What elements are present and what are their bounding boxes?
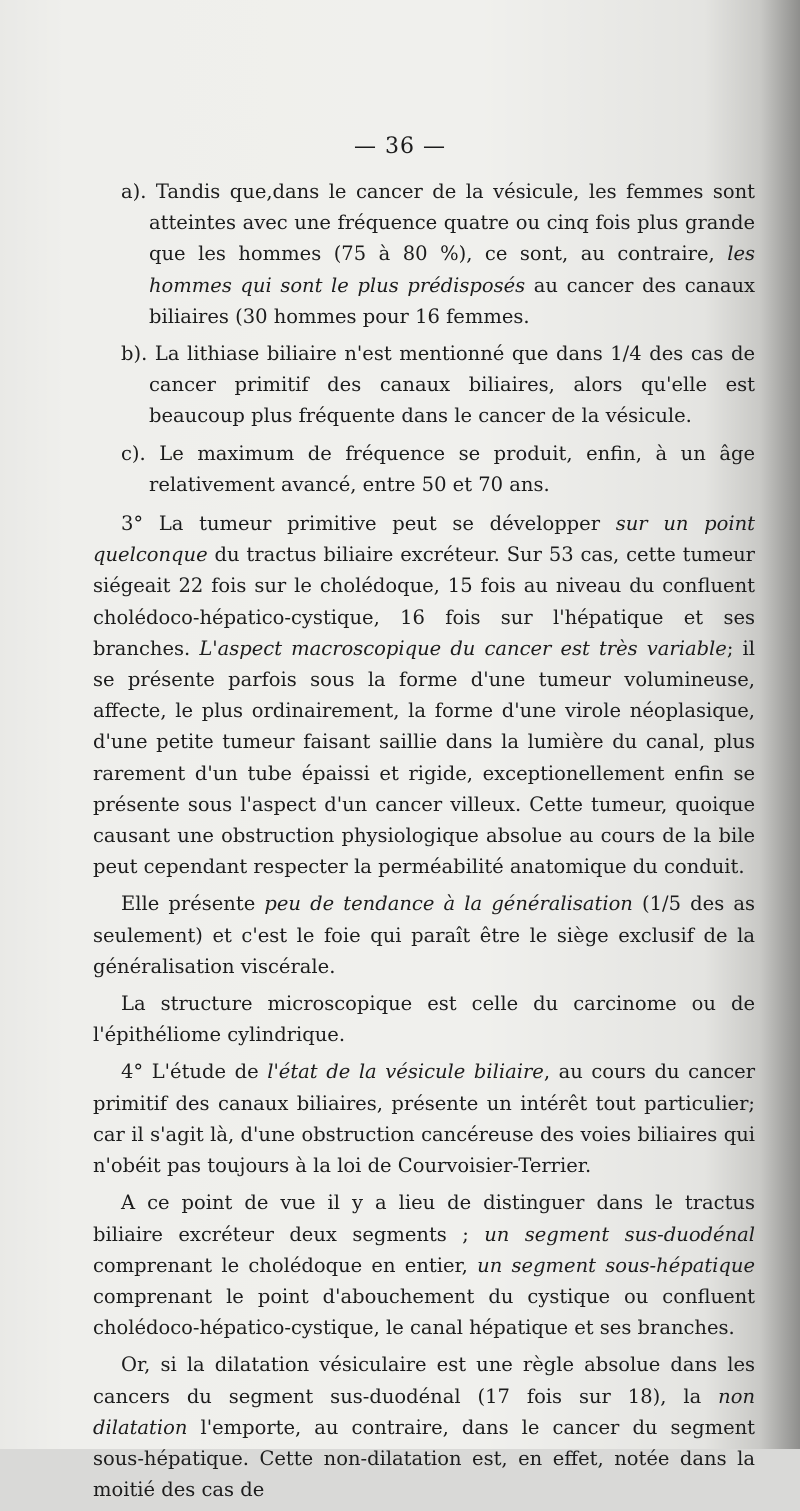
paragraph-structure: La structure microscopique est celle du carcinome ou de l'épithéliome cylindrique. bbox=[93, 992, 755, 1047]
paragraph-c: c). Le maximum de fréquence se produit, enfin, à un âge relativement avancé, entre 50 et 70 ans. bbox=[121, 441, 755, 496]
paragraph-3: 3° La tumeur primitive peut se développer sur un point quelconque du tractus biliaire excréteur. Sur 53 cas, cette tumeur siégeait 22 fois sur le cholédoque, 15 fois au niveau du confluent cholédoco-hépatico-cystique, 16 fois sur l'hépatique et ses branches. L'aspect macroscopique du cancer est très variable; il se présente parfois sous la forme d'une tumeur volumineuse, affecte, le plus ordinairement, la forme d'une virole néoplasique, d'une petite tumeur faisant saillie dans la lumière du canal, plus rarement d'un tube épaissi et rigide, exceptionellement enfin se présente sous l'aspect d'un cancer villeux. Cette tumeur, quoique causant une obstruction physiologique absolue au cours de la bile peut cependant respecter la perméabilité anatomique du conduit. bbox=[93, 512, 756, 879]
paragraph-elle: Elle présente peu de tendance à la généralisation (1/5 des as seulement) et c'est le foie qui paraît être le siège exclusif de la généralisation viscérale. bbox=[93, 892, 755, 978]
paragraph-ce-point: A ce point de vue il y a lieu de distinguer dans le tractus biliaire excréteur deux segments ; un segment sus-duodénal comprenant le cholédoque en entier, un segment sous-hépatique comprenant le point d'abouchement du cystique ou confluent cholédoco-hépatico-cystique, le canal hépatique et ses branches. bbox=[93, 1191, 755, 1340]
paragraph-4: 4° L'étude de l'état de la vésicule biliaire, au cours du cancer primitif des canaux biliaires, présente un intérêt tout particulier; car il s'agit là, d'une obstruction cancéreuse des voies biliaires qui n'obéit pas toujours à la loi de Courvoisier-Terrier. bbox=[93, 1060, 756, 1178]
paragraph-or: Or, si la dilatation vésiculaire est une règle absolue dans les cancers du segment sus-duodénal (17 fois sur 18), la non dilatation l'emporte, au contraire, dans le cancer du segment sous-hépatique. Cette non-dilatation est, en effet, notée dans la moitié des cas de bbox=[93, 1353, 755, 1502]
paragraph-b: b). La lithiase biliaire n'est mentionné que dans 1/4 des cas de cancer primitif des canaux biliaires, alors qu'elle est beaucoup plus fréquente dans le cancer de la vésicule. bbox=[121, 342, 755, 428]
page-number: — 36 — bbox=[354, 134, 446, 159]
page-body bbox=[93, 176, 755, 1511]
paragraph-a: a). Tandis que,dans le cancer de la vésicule, les femmes sont atteintes avec une fréquence quatre ou cinq fois plus grande que les hommes (75 à 80 %), ce sont, au contraire, les hommes qui sont le plus prédisposés au cancer des canaux biliaires (30 hommes pour 16 femmes. bbox=[121, 180, 755, 328]
